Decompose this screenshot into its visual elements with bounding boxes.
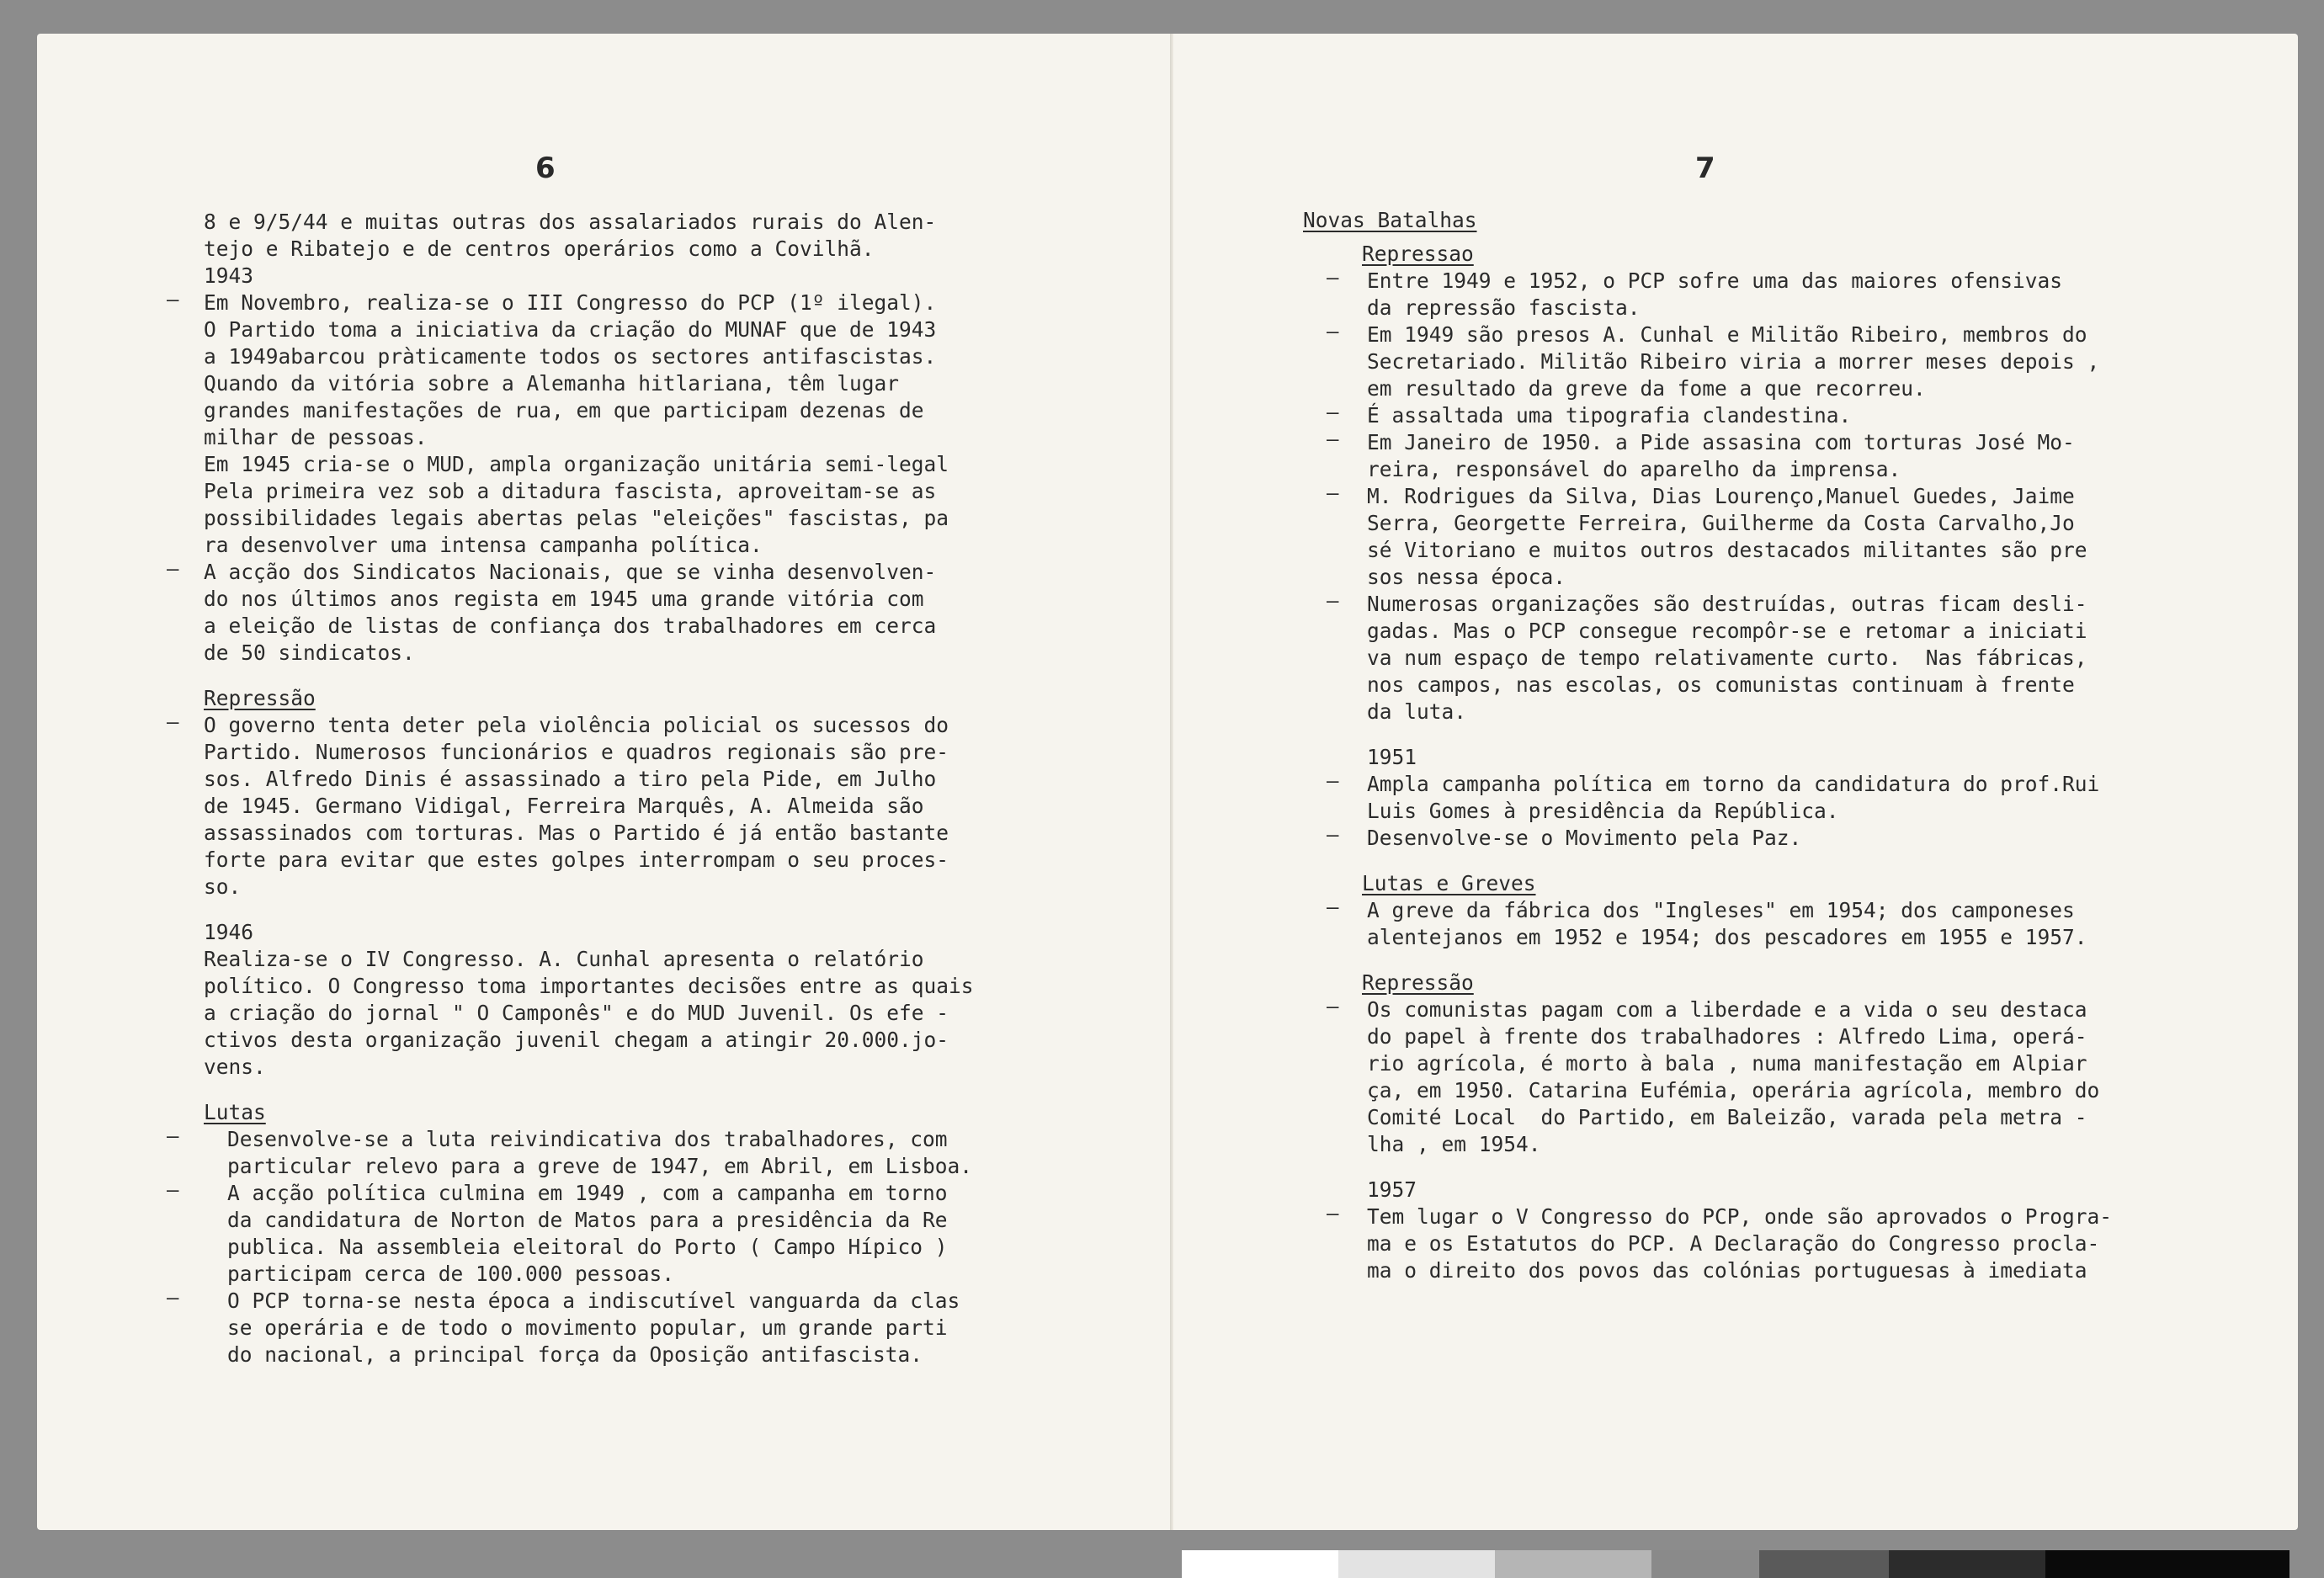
list-dash: – — [167, 1124, 179, 1148]
text-line: Em Janeiro de 1950. a Pide assasina com torturas José Mo- — [1367, 430, 2075, 454]
text-line: a eleição de listas de confiança dos trabalhadores em cerca — [204, 614, 937, 638]
text-line: lha , em 1954. — [1367, 1132, 1541, 1156]
list-dash: – — [1327, 823, 1339, 847]
text-line: Em Novembro, realiza-se o III Congresso do PCP (1º ilegal). — [204, 290, 937, 315]
list-dash: – — [1327, 769, 1339, 793]
text-line: Desenvolve-se o Movimento pela Paz. — [1367, 826, 1802, 850]
text-line: 1946 — [204, 920, 254, 944]
list-dash: – — [1327, 428, 1339, 451]
list-dash: – — [167, 1286, 179, 1310]
section-heading: Novas Batalhas — [1303, 208, 1477, 232]
text-line: ma e os Estatutos do PCP. A Declaração do Congresso procla- — [1367, 1231, 2100, 1256]
text-line: va num espaço de tempo relativamente curto. Nas fábricas, — [1367, 646, 2087, 670]
text-line: alentejanos em 1952 e 1954; dos pescadores em 1955 e 1957. — [1367, 925, 2087, 949]
text-line: ctivos desta organização juvenil chegam a atingir 20.000.jo- — [204, 1028, 949, 1052]
text-line: Serra, Georgette Ferreira, Guilherme da Costa Carvalho,Jo — [1367, 511, 2075, 535]
section-heading: Repressão — [204, 686, 316, 710]
text-line: O governo tenta deter pela violência policial os sucessos do — [204, 713, 949, 737]
list-dash: – — [1327, 1202, 1339, 1225]
text-line: ça, em 1950. Catarina Eufémia, operária agrícola, membro do — [1367, 1078, 2100, 1102]
text-line: em resultado da greve da fome a que recorreu. — [1367, 376, 1926, 401]
text-line: da repressão fascista. — [1367, 295, 1641, 320]
text-line: do nacional, a principal força da Oposição antifascista. — [227, 1342, 923, 1367]
text-line: Partido. Numerosos funcionários e quadros regionais são pre- — [204, 740, 949, 764]
text-line: A acção dos Sindicatos Nacionais, que se vinha desenvolven- — [204, 560, 937, 584]
text-line: a 1949abarcou pràticamente todos os sectores antifascistas. — [204, 344, 937, 369]
text-line: Numerosas organizações são destruídas, outras ficam desli- — [1367, 592, 2087, 616]
text-line: a criação do jornal " O Camponês" e do MUD Juvenil. Os efe - — [204, 1001, 949, 1025]
list-dash: – — [1327, 266, 1339, 290]
text-line: 1943 — [204, 263, 254, 288]
text-line: nos campos, nas escolas, os comunistas continuam à frente — [1367, 672, 2075, 697]
text-line: particular relevo para a greve de 1947, em Abril, em Lisboa. — [227, 1154, 973, 1178]
text-line: Realiza-se o IV Congresso. A. Cunhal apresenta o relatório — [204, 947, 924, 971]
text-line: Secretariado. Militão Ribeiro viria a morrer meses depois , — [1367, 349, 2100, 374]
text-line: possibilidades legais abertas pelas "eleições" fascistas, pa — [204, 506, 949, 530]
color-calibration-bar — [1182, 1550, 2289, 1578]
text-line: reira, responsável do aparelho da imprensa. — [1367, 457, 1901, 481]
list-dash: – — [1327, 320, 1339, 343]
text-line: 8 e 9/5/44 e muitas outras dos assalariados rurais do Alen- — [204, 210, 937, 234]
list-dash: – — [167, 288, 179, 311]
page-fold — [1170, 34, 1173, 1530]
list-dash: – — [1327, 589, 1339, 613]
text-line: Os comunistas pagam com a liberdade e a vida o seu destaca — [1367, 997, 2087, 1022]
text-line: milhar de pessoas. — [204, 425, 428, 449]
text-line: ma o direito dos povos das colónias portuguesas à imediata — [1367, 1258, 2087, 1283]
section-heading: Repressão — [1362, 970, 1474, 995]
text-line: da candidatura de Norton de Matos para a presidência da Re — [227, 1208, 948, 1232]
list-dash: – — [1327, 995, 1339, 1018]
text-line: Quando da vitória sobre a Alemanha hitlariana, têm lugar — [204, 371, 900, 396]
page-number-right: 7 — [1695, 151, 1715, 185]
text-line: de 1945. Germano Vidigal, Ferreira Marquês, A. Almeida são — [204, 794, 924, 818]
list-dash: – — [1327, 895, 1339, 919]
text-line: vens. — [204, 1055, 266, 1079]
text-line: sos nessa época. — [1367, 565, 1566, 589]
list-dash: – — [1327, 481, 1339, 505]
text-line: Em 1945 cria-se o MUD, ampla organização unitária semi-legal — [204, 452, 949, 476]
text-line: gadas. Mas o PCP consegue recompôr-se e retomar a iniciati — [1367, 619, 2087, 643]
text-line: forte para evitar que estes golpes interrompam o seu proces- — [204, 847, 949, 872]
text-line: Pela primeira vez sob a ditadura fascista, aproveitam-se as — [204, 479, 937, 503]
text-line: É assaltada uma tipografia clandestina. — [1367, 403, 1852, 428]
text-line: Luis Gomes à presidência da República. — [1367, 799, 1839, 823]
list-dash: – — [167, 557, 179, 581]
text-line: Em 1949 são presos A. Cunhal e Militão Ribeiro, membros do — [1367, 322, 2087, 347]
text-line: Entre 1949 e 1952, o PCP sofre uma das maiores ofensivas — [1367, 268, 2063, 293]
text-line: A greve da fábrica dos "Ingleses" em 1954; dos camponeses — [1367, 898, 2075, 922]
text-line: político. O Congresso toma importantes decisões entre as quais — [204, 974, 974, 998]
text-line: M. Rodrigues da Silva, Dias Lourenço,Manuel Guedes, Jaime — [1367, 484, 2075, 508]
text-line: do papel à frente dos trabalhadores : Alfredo Lima, operá- — [1367, 1024, 2087, 1049]
text-line: O Partido toma a iniciativa da criação do MUNAF que de 1943 — [204, 317, 937, 342]
section-heading: Lutas e Greves — [1362, 871, 1536, 895]
text-line: 1957 — [1367, 1177, 1417, 1202]
list-dash: – — [167, 1178, 179, 1202]
text-line: sé Vitoriano e muitos outros destacados militantes são pre — [1367, 538, 2087, 562]
text-line: se operária e de todo o movimento popular, um grande parti — [227, 1315, 948, 1340]
text-line: so. — [204, 874, 242, 899]
text-line: do nos últimos anos regista em 1945 uma grande vitória com — [204, 587, 924, 611]
section-heading: Repressao — [1362, 242, 1474, 266]
text-line: sos. Alfredo Dinis é assassinado a tiro pela Pide, em Julho — [204, 767, 937, 791]
list-dash: – — [167, 710, 179, 734]
text-line: publica. Na assembleia eleitoral do Porto ( Campo Hípico ) — [227, 1235, 948, 1259]
text-line: assassinados com torturas. Mas o Partido é já então bastante — [204, 821, 949, 845]
list-dash: – — [1327, 401, 1339, 424]
text-line: Ampla campanha política em torno da candidatura do prof.Rui — [1367, 772, 2100, 796]
text-line: tejo e Ribatejo e de centros operários como a Covilhã. — [204, 236, 875, 261]
text-line: de 50 sindicatos. — [204, 640, 415, 665]
text-line: Comité Local do Partido, em Baleizão, varada pela metra - — [1367, 1105, 2087, 1129]
text-line: Desenvolve-se a luta reivindicativa dos trabalhadores, com — [227, 1127, 948, 1151]
text-line: grandes manifestações de rua, em que participam dezenas de — [204, 398, 924, 422]
text-line: participam cerca de 100.000 pessoas. — [227, 1262, 675, 1286]
text-line: rio agrícola, é morto à bala , numa manifestação em Alpiar — [1367, 1051, 2087, 1076]
text-line: O PCP torna-se nesta época a indiscutível vanguarda da clas — [227, 1288, 960, 1313]
text-line: ra desenvolver uma intensa campanha política. — [204, 533, 763, 557]
text-line: Tem lugar o V Congresso do PCP, onde são aprovados o Progra- — [1367, 1204, 2113, 1229]
page-number-left: 6 — [535, 151, 556, 185]
text-line: 1951 — [1367, 745, 1417, 769]
text-line: da luta. — [1367, 699, 1467, 724]
text-line: A acção política culmina em 1949 , com a campanha em torno — [227, 1181, 948, 1205]
section-heading: Lutas — [204, 1100, 266, 1124]
